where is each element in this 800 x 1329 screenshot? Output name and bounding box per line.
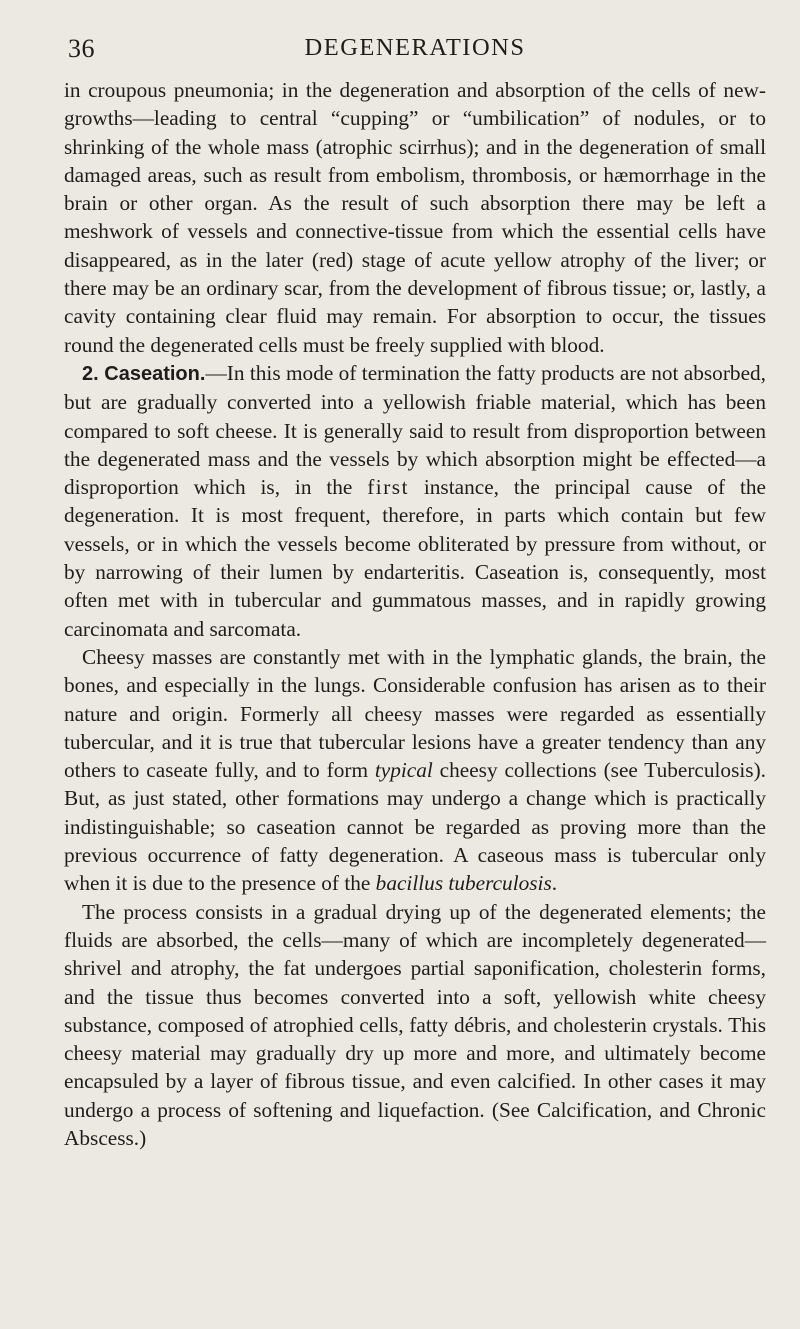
body-text xyxy=(64,76,766,1152)
section-heading-caseation: 2. Caseation. xyxy=(82,362,206,385)
italic-typical: typical xyxy=(374,758,433,783)
page-number: 36 xyxy=(68,34,95,63)
paragraph-continuation xyxy=(64,76,766,359)
paragraph-process xyxy=(64,898,766,1153)
paragraph-text: in croupous pneumonia; in the degeneration and absorption of the cells of new-growths—leading to central “cupping” or “umbilication” of nodules, or to shrinking of the whole mass (atrophic scirrhus); and in the degeneration of small damaged areas, such as result from embolism, thrombosis, or hæmorrhage in the brain or other organ. As the result of such absorption there may be left a meshwork of vessels and connective-tissue from which the essential cells have disappeared, as in the later (red) stage of acute yellow atrophy of the liver; or there may be an ordinary scar, from the development of fibrous tissue; or, lastly, a cavity containing clear fluid may remain. For absorption to occur, the tissues round the degenerated cells must be freely supplied with blood. xyxy=(64,78,766,357)
running-head xyxy=(64,32,766,72)
paragraph-caseation xyxy=(64,359,766,643)
paragraph-text: —In this mode of termination the fatty products are not absorbed, but are gradually converted into a yellowish friable material, which has been compared to soft cheese. It is generally said to result from disproportion between the degenerated mass and the vessels by which absorption might be effected—a disproportion which is, in the xyxy=(64,360,766,500)
paragraph-text: Cheesy masses are constantly met with in the lymphatic glands, the brain, the bones, and especially in the lungs. Considerable confusion has arisen as to their nature and origin. Formerly all cheesy masses were regarded as essentially tubercular, and it is true that tubercular lesions have a greater tendency than any others to caseate fully, and to form xyxy=(64,644,766,783)
paragraph-text: cheesy collections (see Tuberculosis). But, as just stated, other formations may undergo a change which is practically indistinguishable; so caseation cannot be regarded as proving more than the previous occurrence of fatty degeneration. A caseous mass is tubercular only when it is due to the presence of the xyxy=(64,758,766,896)
paragraph-text: The process consists in a gradual drying up of the degenerated elements; the fluids are absorbed, the cells—many of which are incompletely degenerated—shrivel and atrophy, the fat undergoes partial saponification, cholesterin forms, and the tissue thus becomes converted into a soft, yellowish white cheesy substance, composed of atrophied cells, fatty débris, and cholesterin crystals. This cheesy material may gradually dry up more and more, and ultimately become encapsuled by a layer of fibrous tissue, and even calcified. In other cases it may undergo a process of softening and liquefaction. (See Calcification, and Chronic Abscess.) xyxy=(64,899,766,1150)
italic-bacillus-tuberculosis: bacillus tuberculosis xyxy=(375,871,552,896)
emphasis-first: first xyxy=(367,475,410,500)
paragraph-text: . xyxy=(551,871,558,896)
paragraph-text: instance, the principal cause of the degeneration. It is most frequent, therefore, in parts which contain but few vessels, or in which the vessels become obliterated by pressure from without, or by narrowing of their lumen by endarteritis. Caseation is, consequently, most often met with in tubercular and gummatous masses, and in rapidly growing carcinomata and sarcomata. xyxy=(64,475,767,641)
page-title: DEGENERATIONS xyxy=(304,34,526,61)
paragraph-cheesy-masses xyxy=(64,643,766,898)
